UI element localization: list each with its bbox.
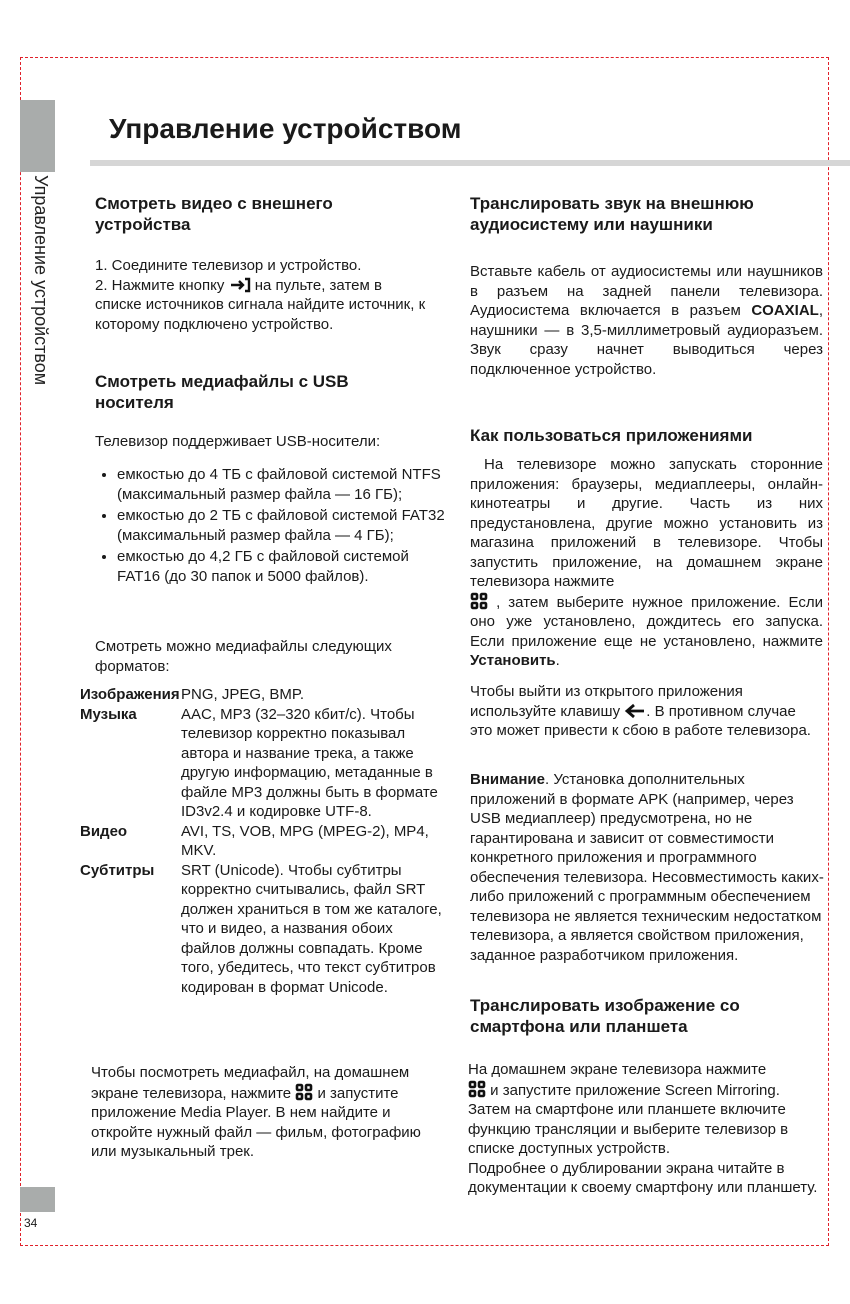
list-item: • емкостью до 4,2 ГБ с файловой системой FAT16 (до 30 папок и 5000 файлов).: [117, 547, 445, 586]
apps-paragraph: На телевизоре можно запускать сторонние приложения: браузеры, медиаплееры, онлайн-кинотеатры и другие. Часть из них предустановлена, другие можно установить из магазина приложений в телевизоре. Чтобы запустить приложение, на домашнем экране телевизора нажмите , затем выберите нужное приложение. Если оно уже установлено, дождитесь его запуска. Если приложение еще не установлено, нажмите Установить.: [470, 456, 823, 669]
page-number-box: [20, 1187, 55, 1212]
formats-list: [80, 685, 445, 997]
apps-grid-icon: [295, 1083, 313, 1101]
step-2: 2. Нажмите кнопку на пульте, затем в списке источников сигнала найдите источник, к которому подключено устройство.: [95, 276, 426, 333]
formats-intro: Смотреть можно медиафайлы следующих форматов:: [95, 638, 392, 675]
mirroring-docs-note: Подробнее о дублировании экрана читайте в документации к своему смартфону или планшету.: [468, 1159, 818, 1196]
apps-grid-icon: [468, 1080, 486, 1098]
list-item: • емкостью до 2 ТБ с файловой системой FAT32 (максимальный размер файла — 4 ГБ);: [117, 506, 445, 545]
format-row: Субтитры SRT (Unicode). Чтобы субтитры корректно считывались, файл SRT должен храниться в том же каталоге, что и видео, а названия обоих файлов должны совпадать. Кроме того, убедитесь, что текст субтитров кодирован в формат Unicode.: [80, 861, 442, 996]
step-1: 1. Соедините телевизор и устройство.: [95, 257, 362, 274]
section-tab: [20, 100, 55, 172]
warning-paragraph: Внимание. Установка дополнительных приложений в формате APK (например, через USB медиаплеер) предусмотрена, но не гарантирована и зависит от совместимости конкретного приложения и программного обеспечения телевизора. Несовместимость каких-либо приложений с программным обеспечением телевизора не является техническим недостатком телевизора, а является свойством приложения, заданное разработчиком приложения.: [470, 771, 824, 964]
heading-apps: Как пользоваться приложениями: [470, 426, 753, 445]
screen-mirroring-paragraph: На домашнем экране телевизора нажмите и запустите приложение Screen Mirroring. Затем на смартфоне или планшете включите функцию трансляции и выберите телевизор в списке доступных устройств. Подробнее о дублировании экрана читайте в документации к своему смартфону или планшету.: [468, 1060, 823, 1198]
back-arrow-icon: [624, 703, 646, 719]
input-source-icon: [229, 277, 251, 293]
vertical-section-label: Управление устройством: [31, 175, 51, 386]
external-video-steps: [95, 256, 430, 334]
usb-intro: Телевизор поддерживает USB-носители:: [95, 433, 381, 450]
list-item: • емкостью до 4 ТБ с файловой системой NTFS (максимальный размер файла — 16 ГБ);: [117, 465, 445, 504]
heading-external-audio: Транслировать звук на внешнюю аудиосистему или наушники: [470, 194, 754, 234]
title-rule: [90, 160, 850, 166]
format-row: Видео AVI, TS, VOB, MPG (MPEG-2), MP4, MKV.: [80, 822, 429, 859]
usb-capacity-list: [95, 465, 445, 588]
media-player-paragraph: Чтобы посмотреть медиафайл, на домашнем экране телевизора, нажмите и запустите приложение Media Player. В нем найдите и откройте нужный файл — фильм, фотографию или музыкальный трек.: [91, 1064, 421, 1160]
format-row: Изображения PNG, JPEG, BMP.: [80, 686, 305, 703]
page-title: Управление устройством: [109, 113, 462, 144]
heading-screen-mirroring: Транслировать изображение со смартфона или планшета: [470, 996, 740, 1036]
format-row: Музыка AAC, MP3 (32–320 кбит/с). Чтобы телевизор корректно показывал автора и название трека, а также другую информацию, метаданные в файле MP3 должны быть в формате ID3v2.4 и кодировке UTF-8.: [80, 705, 438, 820]
apps-grid-icon: [470, 592, 488, 610]
exit-app-paragraph: Чтобы выйти из открытого приложения используйте клавишу . В противном случае это может привести к сбою в работе телевизора.: [470, 683, 811, 739]
heading-usb-media: Смотреть медиафайлы с USB носителя: [95, 372, 349, 412]
external-audio-paragraph: Вставьте кабель от аудиосистемы или наушников в разъем на задней панели телевизора. Аудиосистема включается в разъем COAXIAL, наушники — в 3,5-миллиметровый аудиоразъем. Звук сразу начнет выводиться через подключенное устройство.: [470, 263, 823, 378]
heading-external-video: Смотреть видео с внешнего устройства: [95, 194, 333, 234]
page-number: 34: [24, 1216, 38, 1230]
